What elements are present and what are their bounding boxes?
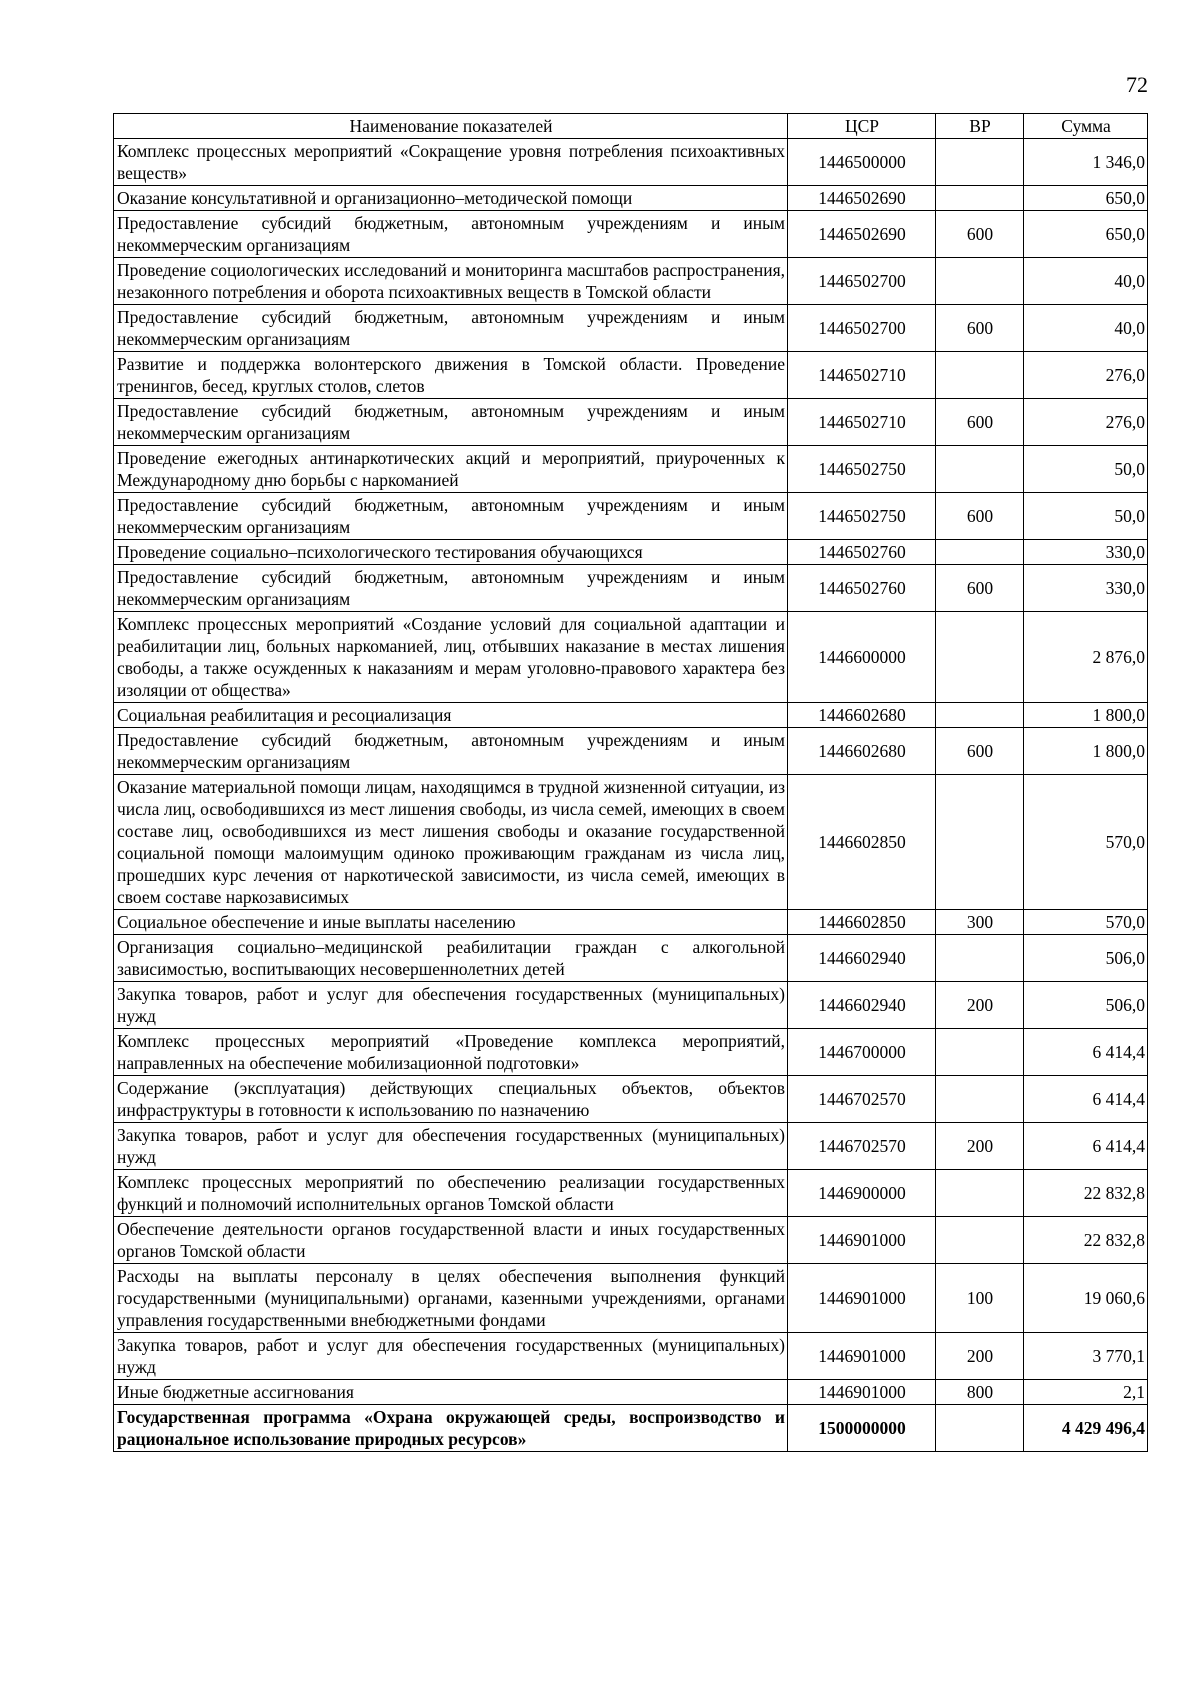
cell-csr: 1446702570 [788,1123,936,1170]
cell-sum: 2 876,0 [1024,612,1148,703]
table-row [114,703,1148,728]
cell-vr [936,703,1024,728]
cell-name: Социальное обеспечение и иные выплаты населению [114,910,788,935]
cell-name: Государственная программа «Охрана окружающей среды, воспроизводство и рациональное использование природных ресурсов» [114,1405,788,1452]
cell-sum: 330,0 [1024,540,1148,565]
cell-csr: 1446602680 [788,703,936,728]
cell-sum: 6 414,4 [1024,1076,1148,1123]
cell-vr [936,775,1024,910]
cell-vr [936,352,1024,399]
cell-name: Обеспечение деятельности органов государственной власти и иных государственных органов Томской области [114,1217,788,1264]
table-row [114,446,1148,493]
cell-name: Оказание консультативной и организационно–методической помощи [114,186,788,211]
header-name: Наименование показателей [114,114,788,139]
cell-csr: 1446702570 [788,1076,936,1123]
cell-sum: 650,0 [1024,211,1148,258]
cell-name: Развитие и поддержка волонтерского движения в Томской области. Проведение тренингов, бесед, круглых столов, слетов [114,352,788,399]
table-row [114,935,1148,982]
cell-csr: 1446502710 [788,399,936,446]
cell-sum: 276,0 [1024,399,1148,446]
cell-vr: 300 [936,910,1024,935]
table-row [114,565,1148,612]
table-header-row [114,114,1148,139]
table-row [114,1380,1148,1405]
cell-vr [936,540,1024,565]
page-number: 72 [1126,72,1148,97]
table-row [114,1123,1148,1170]
cell-csr: 1500000000 [788,1405,936,1452]
cell-vr: 100 [936,1264,1024,1333]
table-row [114,728,1148,775]
table-row [114,1333,1148,1380]
cell-name: Предоставление субсидий бюджетным, автономным учреждениям и иным некоммерческим организациям [114,399,788,446]
cell-csr: 1446502760 [788,565,936,612]
cell-name: Проведение ежегодных антинаркотических акций и мероприятий, приуроченных к Международному дню борьбы с наркоманией [114,446,788,493]
cell-name: Содержание (эксплуатация) действующих специальных объектов, объектов инфраструктуры в готовности к использованию по назначению [114,1076,788,1123]
cell-csr: 1446600000 [788,612,936,703]
table-body [114,139,1148,1452]
cell-sum: 506,0 [1024,982,1148,1029]
cell-vr [936,139,1024,186]
cell-vr: 600 [936,305,1024,352]
cell-sum: 6 414,4 [1024,1029,1148,1076]
cell-sum: 50,0 [1024,446,1148,493]
table-row [114,258,1148,305]
cell-csr: 1446502700 [788,258,936,305]
cell-vr [936,1170,1024,1217]
cell-name: Организация социально–медицинской реабилитации граждан с алкогольной зависимостью, воспитывающих несовершеннолетних детей [114,935,788,982]
cell-sum: 1 800,0 [1024,728,1148,775]
cell-sum: 22 832,8 [1024,1170,1148,1217]
cell-vr: 600 [936,211,1024,258]
header-sum: Сумма [1024,114,1148,139]
cell-csr: 1446502690 [788,211,936,258]
cell-vr [936,1217,1024,1264]
table-row [114,1170,1148,1217]
cell-name: Проведение социально–психологического тестирования обучающихся [114,540,788,565]
cell-csr: 1446901000 [788,1264,936,1333]
table-row [114,211,1148,258]
cell-vr: 200 [936,1123,1024,1170]
cell-csr: 1446602850 [788,775,936,910]
table-row [114,1217,1148,1264]
table-row [114,1076,1148,1123]
table-row [114,775,1148,910]
cell-name: Комплекс процессных мероприятий по обеспечению реализации государственных функций и полномочий исполнительных органов Томской области [114,1170,788,1217]
table-row [114,982,1148,1029]
cell-csr: 1446502690 [788,186,936,211]
table-row [114,1264,1148,1333]
header-vr: ВР [936,114,1024,139]
cell-csr: 1446901000 [788,1217,936,1264]
cell-vr [936,258,1024,305]
cell-name: Предоставление субсидий бюджетным, автономным учреждениям и иным некоммерческим организациям [114,728,788,775]
cell-csr: 1446502710 [788,352,936,399]
table-row [114,399,1148,446]
cell-vr: 600 [936,399,1024,446]
table-row [114,612,1148,703]
cell-sum: 50,0 [1024,493,1148,540]
cell-csr: 1446700000 [788,1029,936,1076]
cell-csr: 1446602940 [788,982,936,1029]
cell-vr [936,1405,1024,1452]
cell-csr: 1446502760 [788,540,936,565]
cell-vr [936,446,1024,493]
cell-sum: 40,0 [1024,258,1148,305]
cell-vr: 600 [936,493,1024,540]
table-row [114,493,1148,540]
table-row [114,352,1148,399]
cell-vr [936,935,1024,982]
table-row [114,540,1148,565]
cell-vr: 200 [936,1333,1024,1380]
cell-sum: 22 832,8 [1024,1217,1148,1264]
cell-sum: 6 414,4 [1024,1123,1148,1170]
cell-sum: 2,1 [1024,1380,1148,1405]
cell-vr: 600 [936,565,1024,612]
table-row [114,139,1148,186]
cell-sum: 4 429 496,4 [1024,1405,1148,1452]
cell-sum: 19 060,6 [1024,1264,1148,1333]
cell-name: Предоставление субсидий бюджетным, автономным учреждениям и иным некоммерческим организациям [114,211,788,258]
cell-sum: 506,0 [1024,935,1148,982]
cell-name: Предоставление субсидий бюджетным, автономным учреждениям и иным некоммерческим организациям [114,565,788,612]
cell-name: Иные бюджетные ассигнования [114,1380,788,1405]
cell-csr: 1446502700 [788,305,936,352]
table-row [114,1029,1148,1076]
cell-vr [936,186,1024,211]
cell-csr: 1446500000 [788,139,936,186]
cell-name: Расходы на выплаты персоналу в целях обеспечения выполнения функций государственными (муниципальными) органами, казенными учреждениями, органами управления государственными внебюджетными фондами [114,1264,788,1333]
cell-name: Закупка товаров, работ и услуг для обеспечения государственных (муниципальных) нужд [114,1123,788,1170]
cell-csr: 1446602680 [788,728,936,775]
cell-csr: 1446502750 [788,493,936,540]
cell-csr: 1446602940 [788,935,936,982]
cell-name: Социальная реабилитация и ресоциализация [114,703,788,728]
cell-vr: 200 [936,982,1024,1029]
cell-csr: 1446900000 [788,1170,936,1217]
cell-sum: 570,0 [1024,910,1148,935]
cell-name: Комплекс процессных мероприятий «Проведение комплекса мероприятий, направленных на обеспечение мобилизационной подготовки» [114,1029,788,1076]
cell-csr: 1446602850 [788,910,936,935]
cell-name: Предоставление субсидий бюджетным, автономным учреждениям и иным некоммерческим организациям [114,493,788,540]
cell-sum: 650,0 [1024,186,1148,211]
cell-sum: 276,0 [1024,352,1148,399]
cell-name: Комплекс процессных мероприятий «Сокращение уровня потребления психоактивных веществ» [114,139,788,186]
table-row [114,910,1148,935]
cell-sum: 330,0 [1024,565,1148,612]
cell-vr [936,1076,1024,1123]
cell-sum: 1 800,0 [1024,703,1148,728]
cell-sum: 40,0 [1024,305,1148,352]
budget-table [113,113,1148,1452]
table-row [114,305,1148,352]
table-row [114,1405,1148,1452]
cell-sum: 1 346,0 [1024,139,1148,186]
cell-csr: 1446502750 [788,446,936,493]
cell-name: Оказание материальной помощи лицам, находящимся в трудной жизненной ситуации, из числа лиц, освободившихся из мест лишения свободы, из числа семей, имеющих в своем составе лиц, освободившихся из мест лишения свободы и оказание государственной социальной помощи малоимущим одиноко проживающим гражданам из числа лиц, прошедших курс лечения от наркотической зависимости, из числа семей, имеющих в своем составе наркозависимых [114,775,788,910]
cell-vr [936,612,1024,703]
cell-name: Закупка товаров, работ и услуг для обеспечения государственных (муниципальных) нужд [114,982,788,1029]
cell-name: Закупка товаров, работ и услуг для обеспечения государственных (муниципальных) нужд [114,1333,788,1380]
cell-sum: 570,0 [1024,775,1148,910]
cell-vr [936,1029,1024,1076]
cell-name: Комплекс процессных мероприятий «Создание условий для социальной адаптации и реабилитации лиц, больных наркоманией, лиц, отбывших наказание в местах лишения свободы, а также осужденных к наказаниям и мерам уголовно-правового характера без изоляции от общества» [114,612,788,703]
cell-csr: 1446901000 [788,1333,936,1380]
cell-name: Проведение социологических исследований и мониторинга масштабов распространения, незаконного потребления и оборота психоактивных веществ в Томской области [114,258,788,305]
table-row [114,186,1148,211]
cell-sum: 3 770,1 [1024,1333,1148,1380]
header-csr: ЦСР [788,114,936,139]
cell-vr: 600 [936,728,1024,775]
cell-csr: 1446901000 [788,1380,936,1405]
cell-vr: 800 [936,1380,1024,1405]
cell-name: Предоставление субсидий бюджетным, автономным учреждениям и иным некоммерческим организациям [114,305,788,352]
